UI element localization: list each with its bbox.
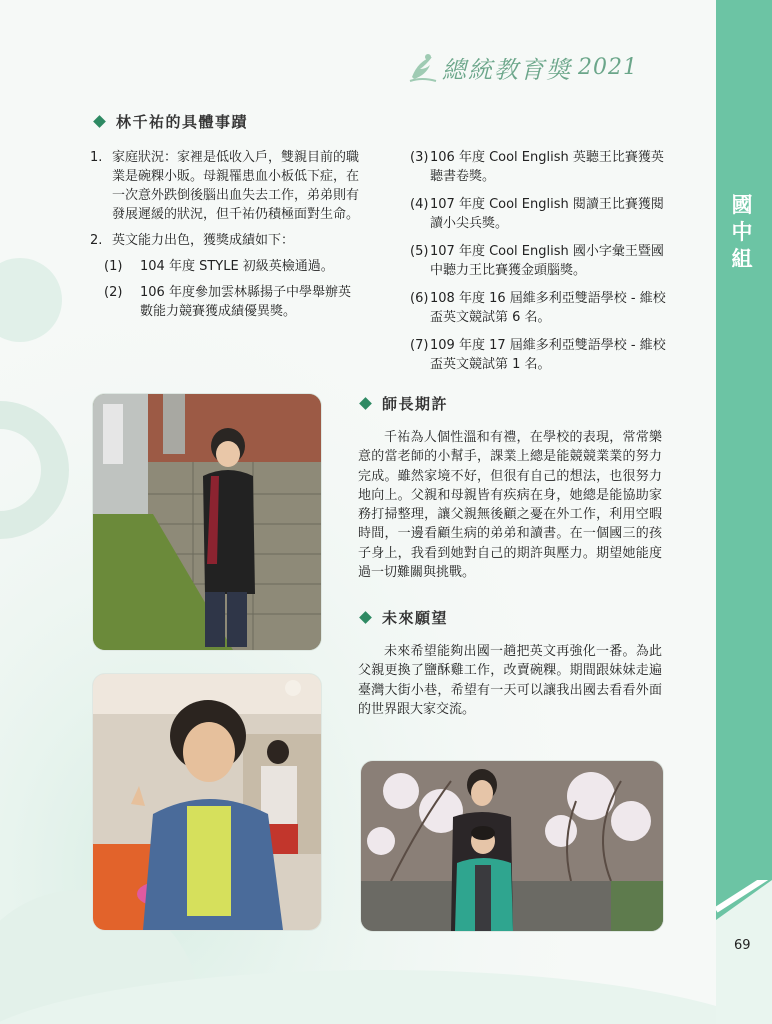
leaf-figure-icon [406, 51, 440, 85]
diamond-bullet-icon [93, 115, 106, 128]
award-text: 107 年度 Cool English 閱讀王比賽獲閱讀小尖兵獎。 [430, 197, 664, 231]
award-item [410, 289, 666, 327]
award-number: (7) [410, 338, 429, 353]
award-item [410, 195, 666, 233]
category-char: 國 [731, 193, 753, 217]
award-text: 109 年度 17 屆維多利亞雙語學校 - 維校盃英文競試第 1 名。 [430, 338, 666, 372]
award-text: 108 年度 16 屆維多利亞雙語學校 - 維校盃英文競試第 6 名。 [430, 291, 666, 325]
category-char: 中 [731, 220, 753, 244]
diamond-bullet-icon [359, 397, 372, 410]
section-title: 未來願望 [382, 609, 449, 627]
list-item [90, 231, 360, 250]
item-number: 2. [90, 233, 103, 248]
award-item [410, 336, 666, 374]
awards-list-continued [410, 148, 666, 383]
section-heading-deeds [92, 111, 248, 132]
photo-student-with-brother [361, 761, 663, 931]
award-number: (1) [104, 259, 123, 274]
list-item [90, 148, 360, 224]
category-char: 組 [731, 247, 753, 271]
page-number: 69 [734, 938, 751, 953]
award-number: (3) [410, 150, 429, 165]
photo-student-by-wall [93, 394, 321, 650]
award-text: 107 年度 Cool English 國小字彙王暨國中聽力王比賽獲金頭腦獎。 [430, 244, 664, 278]
logo-year: 2021 [578, 55, 638, 80]
photo-student-restaurant [93, 674, 321, 930]
award-item [410, 242, 666, 280]
award-logo [406, 50, 638, 85]
teacher-paragraph: 千祐為人個性溫和有禮，在學校的表現，常常樂意的當老師的小幫手，課業上總是能競競業業的努力完成。雖然家境不好，但很有自己的想法，也很努力地向上。父親和母親皆有疾病在身，她總是能協助家務打掃整理，讓父親無後顧之憂在外工作，利用空暇時間，一邊看顧生病的弟弟和讀書。在一個國三的孩子身上，我看到她對自己的期許與壓力。期望她能度過一切難關與挑戰。 [358, 430, 662, 581]
sidebar-band [716, 0, 772, 1024]
section-heading-future [358, 607, 448, 628]
item-text: 家庭狀況：家裡是低收入戶，雙親目前的職業是碗粿小販。母親罹患血小板低下症，在一次意外跌倒後腦出血失去工作，弟弟則有發展遲緩的狀況，但千祐仍積極面對生命。 [112, 150, 360, 222]
future-paragraph: 未來希望能夠出國一趟把英文再強化一番。為此父親更換了鹽酥雞工作，改賣碗粿。期間跟妹妹走遍臺灣大街小巷，希望有一天可以讓我出國去看看外面的世界跟大家交流。 [358, 644, 662, 717]
award-item [410, 148, 666, 186]
award-item [104, 257, 360, 276]
award-item [104, 283, 360, 321]
logo-text: 總統教育獎 [442, 56, 572, 84]
section-title: 林千祐的具體事蹟 [116, 113, 249, 131]
award-number: (6) [410, 291, 429, 306]
section-title: 師長期許 [382, 395, 449, 413]
item-number: 1. [90, 150, 103, 165]
award-text: 104 年度 STYLE 初級英檢通過。 [140, 259, 334, 274]
award-number: (2) [104, 285, 123, 300]
deeds-list [90, 148, 360, 328]
award-number: (5) [410, 244, 429, 259]
diamond-bullet-icon [359, 611, 372, 624]
award-text: 106 年度 Cool English 英聽王比賽獲英聽書卷獎。 [430, 150, 664, 184]
category-label [728, 192, 756, 273]
award-text: 106 年度參加雲林縣揚子中學舉辦英數能力競賽獲成績優異獎。 [140, 285, 351, 319]
section-heading-teacher [358, 393, 448, 414]
award-number: (4) [410, 197, 429, 212]
item-text: 英文能力出色，獲獎成績如下： [112, 233, 295, 248]
